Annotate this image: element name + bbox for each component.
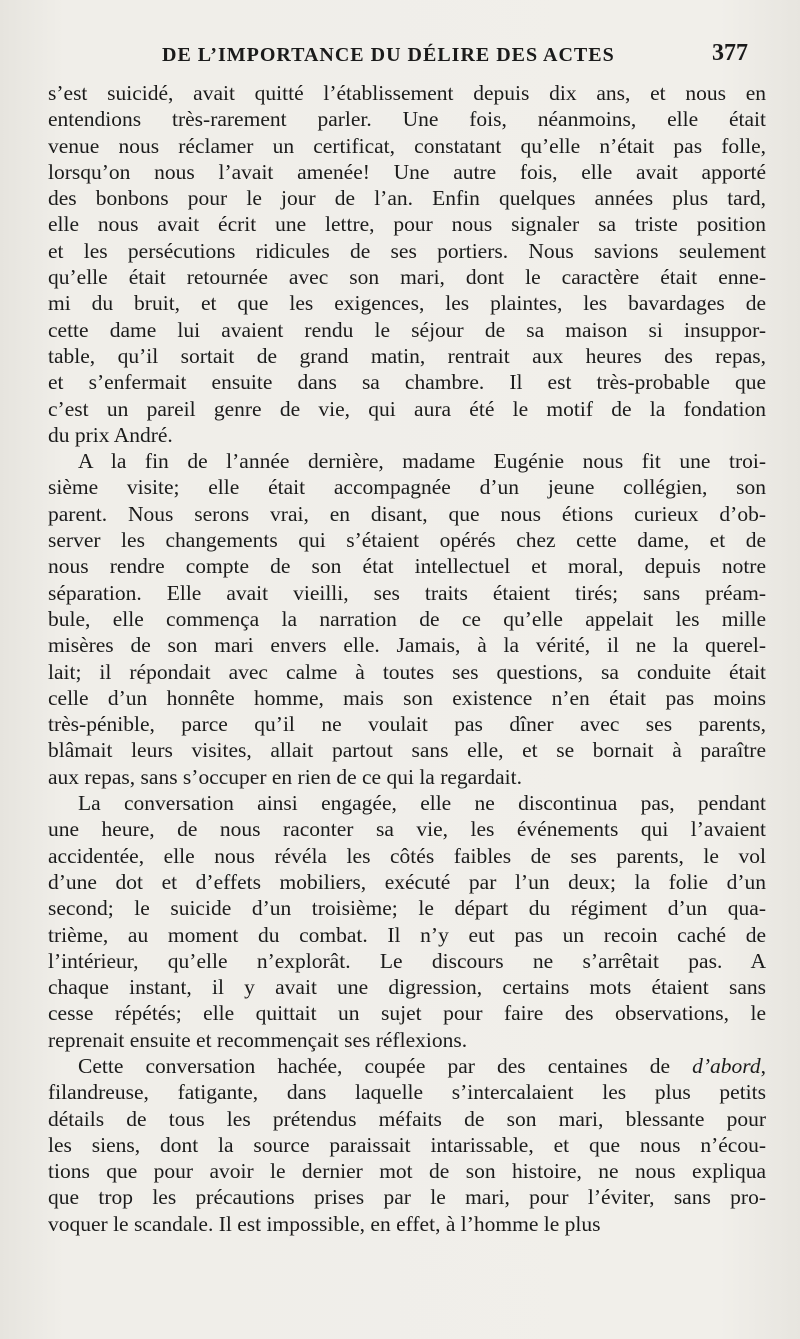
- text-line: venue nous réclamer un certificat, constatant qu’elle n’était pas folle,: [48, 133, 766, 158]
- text-line: aux repas, sans s’occuper en rien de ce qui la regardait.: [48, 764, 522, 789]
- paragraph: [48, 790, 766, 1053]
- text-line: d’une dot et d’effets mobiliers, exécuté par l’un deux; la folie d’un: [48, 869, 766, 894]
- running-head: [0, 40, 800, 74]
- text-line: misères de son mari envers elle. Jamais, à la vérité, il ne la querel-: [48, 633, 766, 658]
- text-line: détails de tous les prétendus méfaits de son mari, blessante pour: [48, 1106, 766, 1131]
- text-line: mi du bruit, et que les exigences, les plaintes, les bavardages de: [48, 291, 766, 316]
- text-line: et s’enfermait ensuite dans sa chambre. Il est très-probable que: [48, 370, 766, 395]
- text-line: c’est un pareil genre de vie, qui aura été le motif de la fondation: [48, 396, 766, 421]
- text-line: sième visite; elle était accompagnée d’un jeune collégien, son: [48, 475, 766, 500]
- page-number: 377: [712, 40, 748, 66]
- text-line: s’est suicidé, avait quitté l’établissement depuis dix ans, et nous en: [48, 81, 766, 105]
- text-line: cesse répétés; elle quittait un sujet pour faire des observations, le: [48, 1001, 766, 1026]
- text-line: filandreuse, fatigante, dans laquelle s’intercalaient les plus petits: [48, 1080, 766, 1105]
- text-line: nous rendre compte de son état intellectuel et moral, depuis notre: [48, 554, 766, 579]
- text-line: séparation. Elle avait vieilli, ses traits étaient tirés; sans préam-: [48, 580, 766, 605]
- text-line: table, qu’il sortait de grand matin, rentrait aux heures des repas,: [48, 343, 766, 368]
- text-line: voquer le scandale. Il est impossible, en effet, à l’homme le plus: [48, 1211, 601, 1236]
- text-line: du prix André.: [48, 422, 173, 447]
- paragraph: [48, 80, 766, 448]
- text-line: très-pénible, parce qu’il ne voulait pas dîner avec ses parents,: [48, 712, 766, 737]
- text-line: bule, elle commença la narration de ce qu’elle appelait les mille: [48, 606, 766, 631]
- paragraph: [48, 448, 766, 790]
- text-line: La conversation ainsi engagée, elle ne discontinua pas, pendant: [78, 791, 766, 816]
- text-line: cette dame lui avaient rendu le séjour de sa maison si insuppor-: [48, 317, 766, 342]
- text-line: trième, au moment du combat. Il n’y eut pas un recoin caché de: [48, 922, 766, 947]
- text-line: parent. Nous serons vrai, en disant, que nous étions curieux d’ob-: [48, 501, 766, 526]
- text-line: chaque instant, il y avait une digression, certains mots étaient sans: [48, 975, 766, 1000]
- text-line: tions que pour avoir le dernier mot de son histoire, ne nous expliqua: [48, 1159, 766, 1184]
- paragraph: [48, 1053, 766, 1237]
- text-line: entendions très-rarement parler. Une fois, néanmoins, elle était: [48, 107, 766, 132]
- text-line: server les changements qui s’étaient opérés chez cette dame, et de: [48, 528, 766, 553]
- text-line: blâmait leurs visites, allait partout sans elle, et se bornait à paraître: [48, 738, 766, 763]
- text-line: Cette conversation hachée, coupée par des centaines de d’abord,: [78, 1053, 766, 1078]
- text-line: et les persécutions ridicules de ses portiers. Nous savions seulement: [48, 238, 766, 263]
- text-line: que trop les précautions prises par le mari, pour l’éviter, sans pro-: [48, 1185, 766, 1210]
- text-line: une heure, de nous raconter sa vie, les événements qui l’avaient: [48, 817, 766, 842]
- text-line: reprenait ensuite et recommençait ses réflexions.: [48, 1027, 468, 1052]
- text-line: des bonbons pour le jour de l’an. Enfin quelques années plus tard,: [48, 186, 766, 211]
- body-text: [48, 80, 766, 1237]
- running-title: DE L’IMPORTANCE DU DÉLIRE DES ACTES: [162, 44, 615, 66]
- text-line: A la fin de l’année dernière, madame Eugénie nous fit une troi-: [78, 449, 766, 474]
- text-line: qu’elle était retournée avec son mari, dont le caractère était enne-: [48, 265, 766, 290]
- text-line: elle nous avait écrit une lettre, pour nous signaler sa triste position: [48, 212, 766, 237]
- text-line: l’intérieur, qu’elle n’explorât. Le discours ne s’arrêtait pas. A: [48, 948, 766, 973]
- text-line: second; le suicide d’un troisième; le départ du régiment d’un qua-: [48, 896, 766, 921]
- text-line: celle d’un honnête homme, mais son existence n’en était pas moins: [48, 685, 766, 710]
- text-line: lorsqu’on nous l’avait amenée! Une autre fois, elle avait apporté: [48, 159, 766, 184]
- text-line: les siens, dont la source paraissait intarissable, et que nous n’écou-: [48, 1132, 766, 1157]
- text-line: lait; il répondait avec calme à toutes ses questions, sa conduite était: [48, 659, 766, 684]
- text-line: accidentée, elle nous révéla les côtés faibles de ses parents, le vol: [48, 843, 766, 868]
